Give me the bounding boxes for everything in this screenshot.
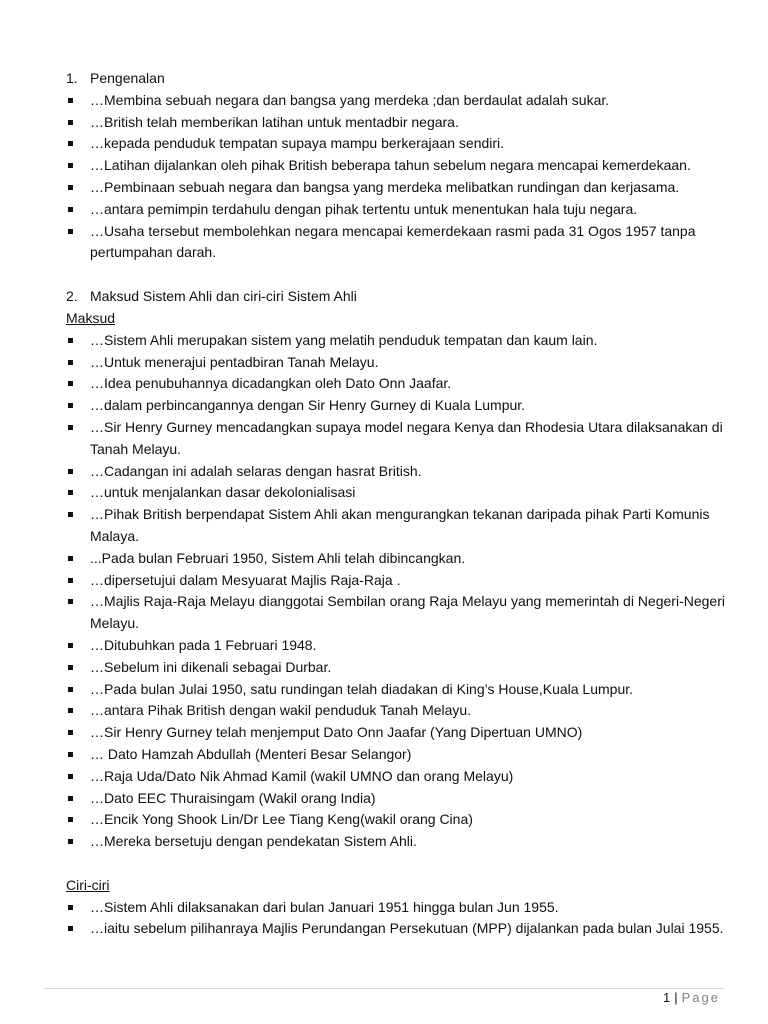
list-item: …Sistem Ahli dilaksanakan dari bulan Januari 1951 hingga bulan Jun 1955. [66, 897, 728, 919]
bullet-icon [66, 657, 90, 679]
list-item: …dalam perbincangannya dengan Sir Henry Gurney di Kuala Lumpur. [66, 395, 728, 417]
list-item: …Membina sebuah negara dan bangsa yang merdeka ;dan berdaulat adalah sukar. [66, 90, 728, 112]
list-item: …Sir Henry Gurney mencadangkan supaya model negara Kenya dan Rhodesia Utara dilaksanakan di Tanah Melayu. [66, 417, 728, 461]
bullet-icon [66, 548, 90, 570]
list-item: …Sistem Ahli merupakan sistem yang melatih penduduk tempatan dan kaum lain. [66, 330, 728, 352]
section-1-title: Pengenalan [90, 70, 165, 86]
list-item: …Pada bulan Julai 1950, satu rundingan telah diadakan di King’s House,Kuala Lumpur. [66, 679, 728, 701]
bullet-icon [66, 90, 90, 112]
list-item: …untuk menjalankan dasar dekolonialisasi [66, 482, 728, 504]
list-item: …Idea penubuhannya dicadangkan oleh Dato Onn Jaafar. [66, 373, 728, 395]
bullet-icon [66, 221, 90, 265]
bullet-icon [66, 352, 90, 374]
document-body [66, 68, 728, 940]
bullet-icon [66, 504, 90, 548]
bullet-icon [66, 809, 90, 831]
bullet-icon [66, 766, 90, 788]
maksud-subheading: Maksud [66, 309, 116, 326]
bullet-icon [66, 679, 90, 701]
spacer [66, 853, 728, 875]
bullet-icon [66, 155, 90, 177]
bullet-icon [66, 417, 90, 461]
list-item: … Dato Hamzah Abdullah (Menteri Besar Selangor) [66, 744, 728, 766]
spacer [66, 264, 728, 286]
list-item: …Sir Henry Gurney telah menjemput Dato Onn Jaafar (Yang Dipertuan UMNO) [66, 722, 728, 744]
list-item: …Untuk menerajui pentadbiran Tanah Melayu. [66, 352, 728, 374]
bullet-icon [66, 700, 90, 722]
list-item: ...Pada bulan Februari 1950, Sistem Ahli telah dibincangkan. [66, 548, 728, 570]
bullet-icon [66, 112, 90, 134]
list-item: …Ditubuhkan pada 1 Februari 1948. [66, 635, 728, 657]
bullet-icon [66, 133, 90, 155]
bullet-icon [66, 395, 90, 417]
page-separator: | [674, 990, 678, 1005]
list-item: …Usaha tersebut membolehkan negara mencapai kemerdekaan rasmi pada 31 Ogos 1957 tanpa pertumpahan darah. [66, 221, 728, 265]
bullet-icon [66, 482, 90, 504]
bullet-icon [66, 461, 90, 483]
bullet-icon [66, 788, 90, 810]
section-1-list [66, 90, 728, 264]
list-item: …Mereka bersetuju dengan pendekatan Sistem Ahli. [66, 831, 728, 853]
list-item: …Encik Yong Shook Lin/Dr Lee Tiang Keng(wakil orang Cina) [66, 809, 728, 831]
section-2-title: Maksud Sistem Ahli dan ciri-ciri Sistem Ahli [90, 288, 357, 305]
list-item: …British telah memberikan latihan untuk mentadbir negara. [66, 112, 728, 134]
section-1-heading [66, 68, 728, 90]
list-item: …Cadangan ini adalah selaras dengan hasrat British. [66, 461, 728, 483]
list-item: …Majlis Raja-Raja Melayu dianggotai Sembilan orang Raja Melayu yang memerintah di Negeri-Negeri Melayu. [66, 591, 728, 635]
bullet-icon [66, 330, 90, 352]
bullet-icon [66, 722, 90, 744]
list-item: …Latihan dijalankan oleh pihak British beberapa tahun sebelum negara mencapai kemerdekaan. [66, 155, 728, 177]
list-item: …Pembinaan sebuah negara dan bangsa yang merdeka melibatkan rundingan dan kerjasama. [66, 177, 728, 199]
bullet-icon [66, 199, 90, 221]
footer-divider [44, 988, 724, 989]
bullet-icon [66, 177, 90, 199]
list-item: …antara pemimpin terdahulu dengan pihak tertentu untuk menentukan hala tuju negara. [66, 199, 728, 221]
page-label: Page [681, 990, 720, 1005]
bullet-icon [66, 373, 90, 395]
list-item: …Dato EEC Thuraisingam (Wakil orang India) [66, 788, 728, 810]
list-item: …Pihak British berpendapat Sistem Ahli akan mengurangkan tekanan daripada pihak Parti Komunis Malaya. [66, 504, 728, 548]
list-item: …Sebelum ini dikenali sebagai Durbar. [66, 657, 728, 679]
bullet-icon [66, 918, 90, 940]
bullet-icon [66, 744, 90, 766]
list-item: …kepada penduduk tempatan supaya mampu berkerajaan sendiri. [66, 133, 728, 155]
list-item: …dipersetujui dalam Mesyuarat Majlis Raja-Raja . [66, 570, 728, 592]
section-2-number: 2. [66, 288, 78, 305]
bullet-icon [66, 570, 90, 592]
bullet-icon [66, 897, 90, 919]
ciri-ciri-subheading: Ciri-ciri [66, 876, 110, 893]
list-item: …antara Pihak British dengan wakil penduduk Tanah Melayu. [66, 700, 728, 722]
bullet-icon [66, 591, 90, 635]
maksud-list [66, 330, 728, 853]
bullet-icon [66, 635, 90, 657]
list-item: …Raja Uda/Dato Nik Ahmad Kamil (wakil UMNO dan orang Melayu) [66, 766, 728, 788]
ciri-ciri-list [66, 897, 728, 941]
section-2-heading [66, 286, 728, 308]
bullet-icon [66, 831, 90, 853]
page-footer [663, 990, 720, 1005]
list-item: …iaitu sebelum pilihanraya Majlis Perundangan Persekutuan (MPP) dijalankan pada bulan Julai 1955. [66, 918, 728, 940]
section-1-number: 1. [66, 70, 78, 86]
page-number: 1 [663, 990, 671, 1005]
